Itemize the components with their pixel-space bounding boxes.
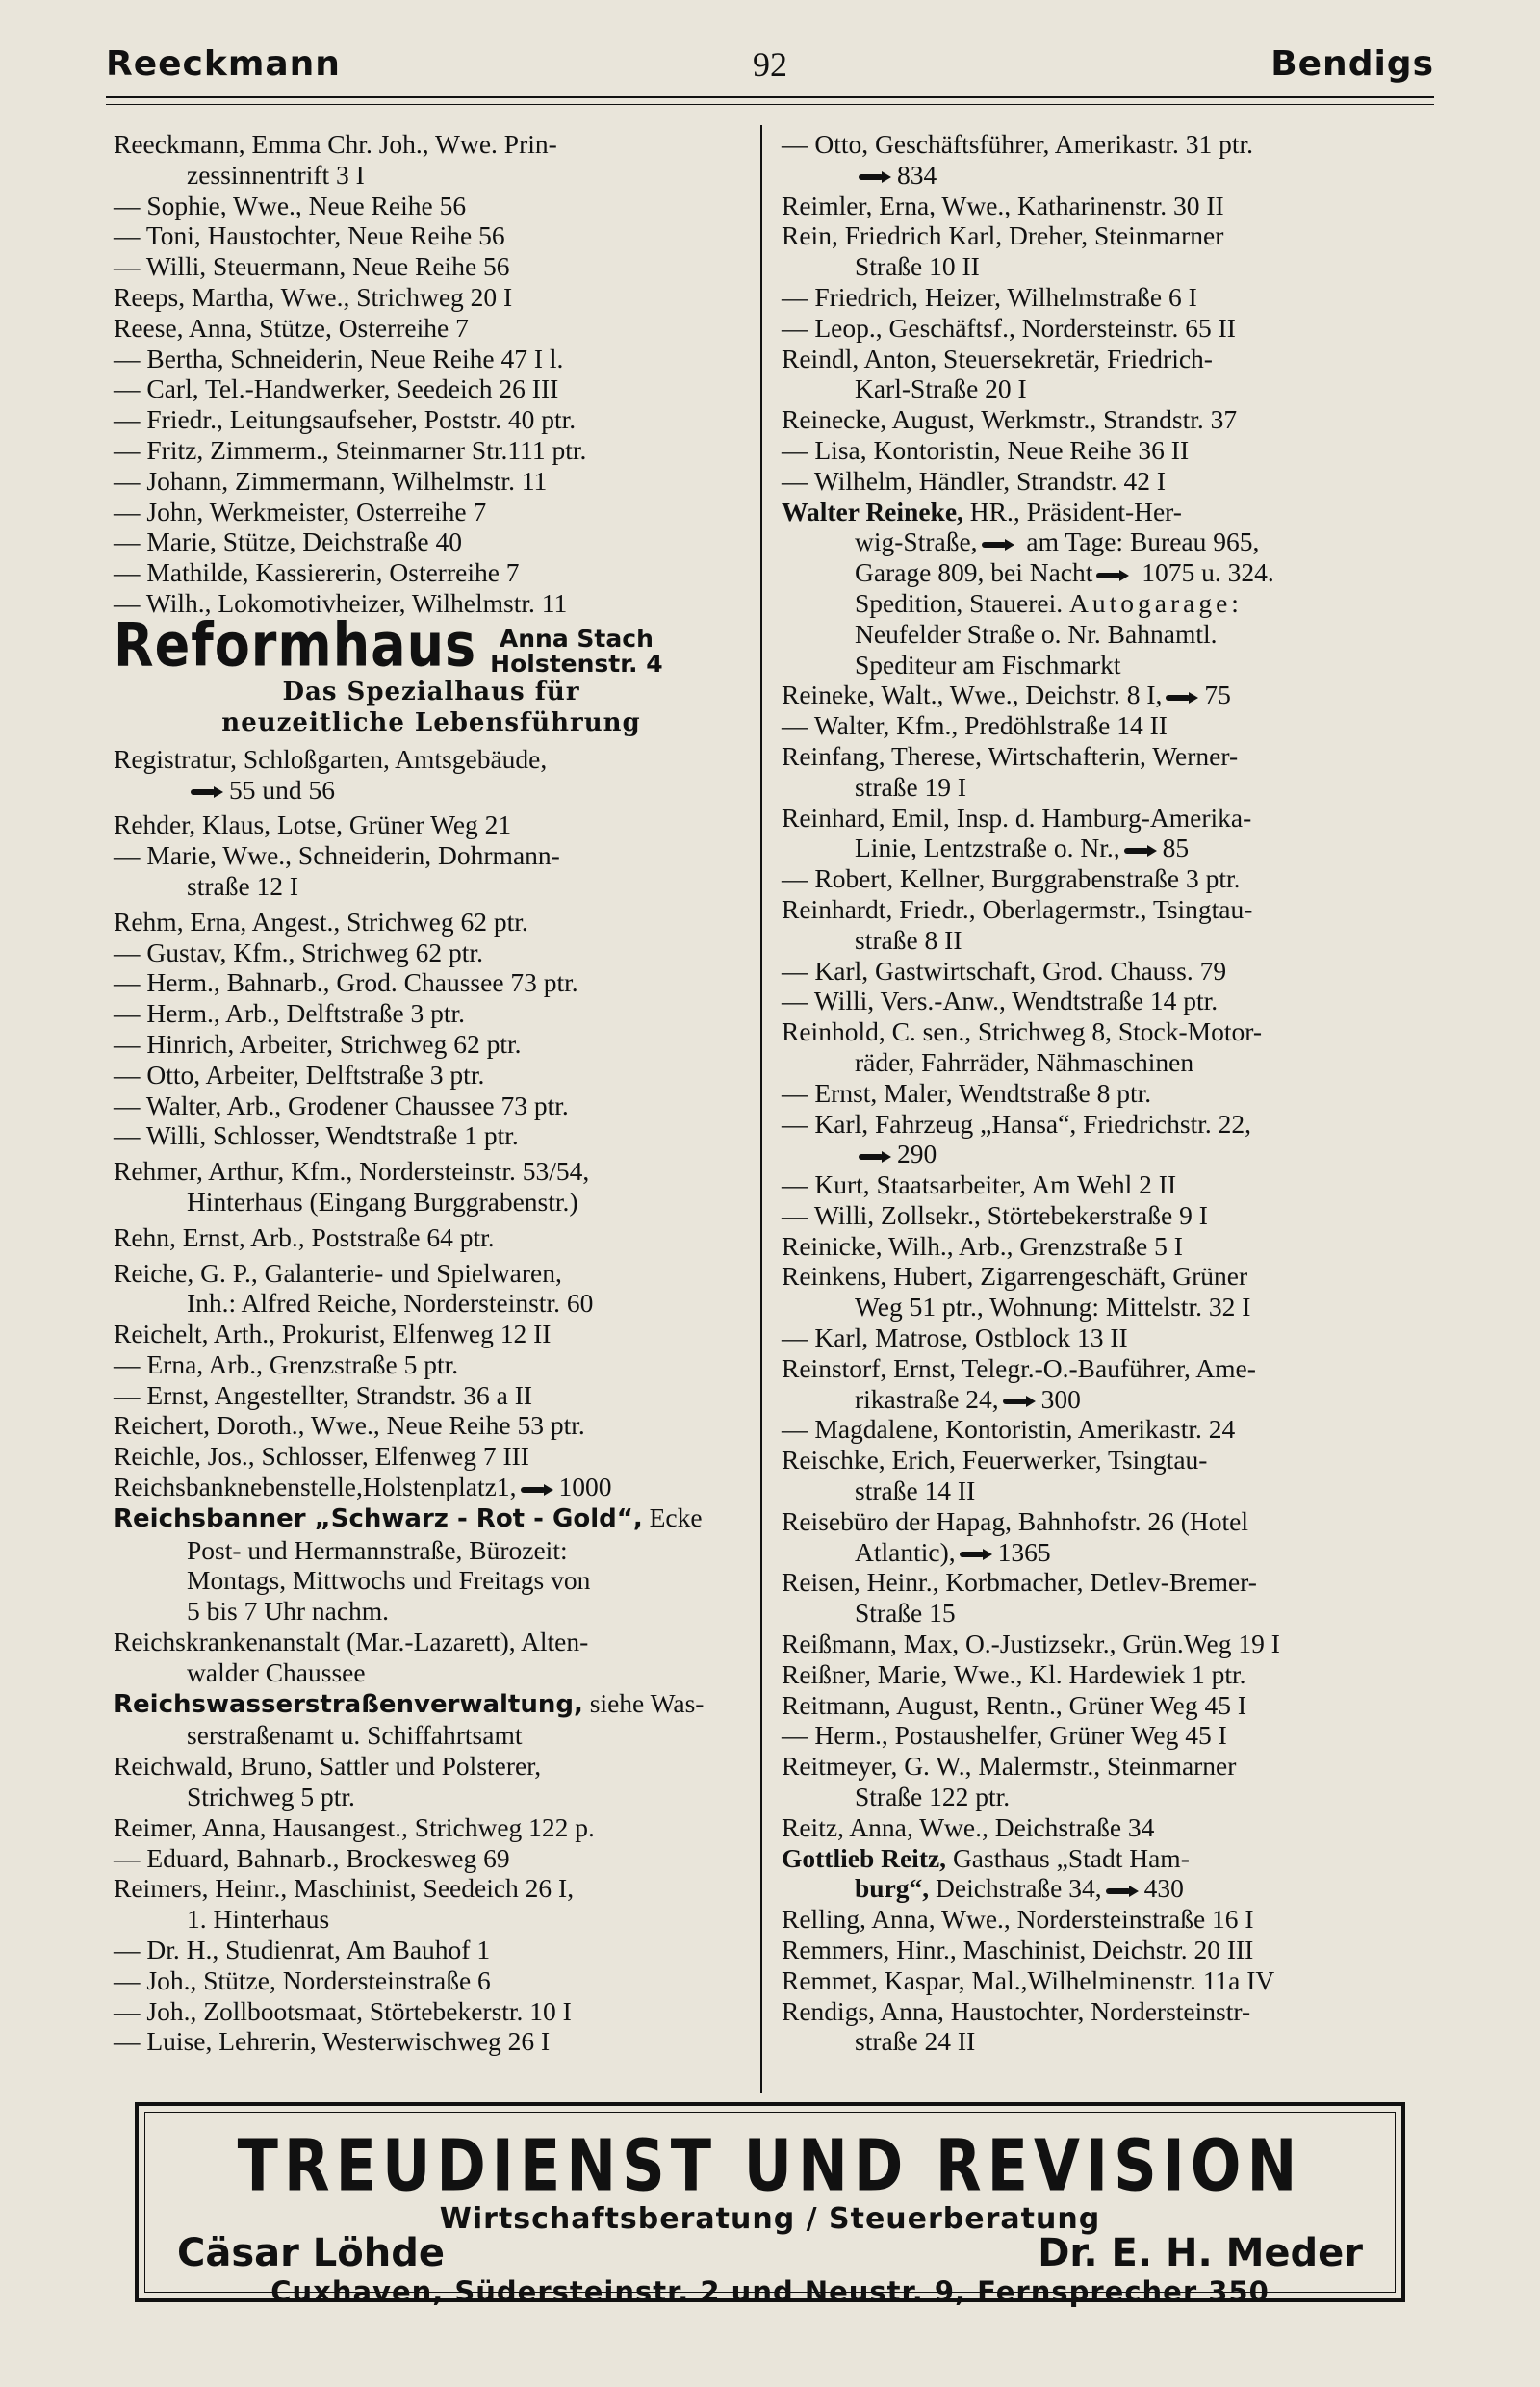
entry-text: Reichwald, Bruno, Sattler und Polsterer,: [114, 1751, 542, 1782]
phone-number: 75: [1204, 680, 1231, 710]
page-header: [106, 38, 1434, 92]
directory-entry: [114, 2026, 749, 2057]
phone-number: 55 und 56: [229, 774, 335, 805]
directory-entry: [114, 1156, 749, 1187]
directory-entry: [782, 1996, 1431, 2027]
entry-text: — Johann, Zimmermann, Wilhelmstr. 11: [114, 465, 548, 496]
entry-text: — Gustav, Kfm., Strichweg 62 ptr.: [114, 937, 483, 967]
entry-text: Reinkens, Hubert, Zigarrengeschäft, Grüner: [782, 1261, 1248, 1292]
directory-entry: [114, 1288, 749, 1319]
entry-text: räder, Fahrräder, Nähmaschinen: [855, 1046, 1194, 1077]
entry-text: straße 24 II: [855, 2026, 976, 2057]
telephone-icon: [859, 1151, 891, 1163]
directory-entry: [114, 1904, 749, 1935]
entry-text: — Wilh., Lokomotivheizer, Wilhelmstr. 11: [114, 587, 568, 618]
reformhaus-ad: [114, 609, 749, 738]
directory-entry: [114, 497, 749, 527]
directory-entry: [782, 251, 1431, 282]
directory-entry: [114, 1319, 749, 1349]
entry-text: Reineke, Walt., Wwe., Deichstr. 8 I,: [782, 680, 1163, 710]
directory-entry: [782, 1629, 1431, 1659]
directory-entry: [114, 1222, 749, 1253]
entry-text: 1075 u. 324.: [1135, 557, 1274, 588]
entry-text: Rehm, Erna, Angest., Strichweg 62 ptr.: [114, 906, 528, 937]
entry-text: Rehmer, Arthur, Kfm., Nordersteinstr. 53/54,: [114, 1156, 590, 1187]
directory-entry: [782, 129, 1431, 160]
directory-entry: [782, 344, 1431, 374]
directory-entry: [782, 1353, 1431, 1384]
entry-text: — Toni, Haustochter, Neue Reihe 56: [114, 220, 505, 251]
entry-text: walder Chaussee: [187, 1656, 366, 1687]
entry-text: — Herm., Bahnarb., Grod. Chaussee 73 ptr.: [114, 967, 578, 998]
directory-entry: [782, 925, 1431, 956]
telephone-icon: [982, 539, 1014, 551]
entry-text: Reese, Anna, Stütze, Osterreihe 7: [114, 312, 469, 343]
directory-entry: [114, 1688, 749, 1721]
directory-entry: [114, 1091, 749, 1121]
directory-entry: [782, 466, 1431, 497]
directory-entry: [114, 220, 749, 251]
directory-entry: [114, 775, 749, 806]
entry-name-bold: Walter Reineke,: [782, 496, 963, 526]
left-column: [114, 129, 749, 2057]
directory-entry: [114, 1965, 749, 1996]
directory-entry: [114, 1029, 749, 1060]
directory-entry: [114, 251, 749, 282]
directory-entry: [782, 1445, 1431, 1476]
entry-text: Montags, Mittwochs und Freitags von: [187, 1565, 591, 1596]
header-left-keyword: Reeckmann: [106, 44, 341, 84]
directory-entry: [114, 282, 749, 313]
entry-text: straße 12 I: [187, 870, 299, 901]
entry-text: Reeps, Martha, Wwe., Strichweg 20 I: [114, 281, 513, 312]
entry-text: — Otto, Geschäftsführer, Amerikastr. 31 ptr.: [782, 129, 1253, 159]
entry-text: serstraßenamt u. Schiffahrtsamt: [187, 1720, 523, 1751]
entry-text: Relling, Anna, Wwe., Nordersteinstraße 16 I: [782, 1904, 1254, 1935]
entry-text: Karl-Straße 20 I: [855, 373, 1027, 404]
directory-entry: [782, 741, 1431, 772]
directory-entry: [782, 1200, 1431, 1231]
entry-text: Reichle, Jos., Schlosser, Elfenweg 7 III: [114, 1441, 529, 1472]
entry-text: Spediteur am Fischmarkt: [855, 649, 1121, 680]
directory-entry: [782, 1414, 1431, 1445]
directory-entry: [782, 986, 1431, 1016]
entry-text: Reichelt, Arth., Prokurist, Elfenweg 12 II: [114, 1319, 552, 1349]
telephone-icon: [960, 1549, 992, 1560]
directory-entry: [114, 344, 749, 374]
directory-entry: [782, 1139, 1431, 1169]
entry-text: Reinicke, Wilh., Arb., Grenzstraße 5 I: [782, 1230, 1183, 1261]
directory-entry: [114, 1782, 749, 1812]
entry-text: Weg 51 ptr., Wohnung: Mittelstr. 32 I: [855, 1292, 1251, 1322]
entry-text: — Karl, Gastwirtschaft, Grod. Chauss. 79: [782, 955, 1227, 986]
telephone-icon: [521, 1484, 553, 1496]
entry-text: Reischke, Erich, Feuerwerker, Tsingtau-: [782, 1445, 1208, 1476]
ad-address: Cuxhaven, Südersteinstr. 2 und Neustr. 9, Fernsprecher 350: [270, 2275, 1270, 2308]
entry-text: — Leop., Geschäftsf., Nordersteinstr. 65 II: [782, 312, 1236, 343]
entry-text: Neufelder Straße o. Nr. Bahnamtl.: [855, 618, 1218, 649]
entry-text: Reimler, Erna, Wwe., Katharinenstr. 30 II: [782, 190, 1224, 220]
directory-entry: [782, 526, 1431, 557]
entry-text: Atlantic),: [855, 1536, 956, 1567]
entry-text: Reinfang, Therese, Wirtschafterin, Werner-: [782, 740, 1239, 771]
ad-subtitle: Wirtschaftsberatung / Steuerberatung: [439, 2202, 1101, 2236]
directory-entry: [782, 710, 1431, 741]
directory-entry: [782, 2026, 1431, 2057]
directory-entry: [782, 863, 1431, 894]
entry-text: — Herm., Postaushelfer, Grüner Weg 45 I: [782, 1720, 1227, 1751]
phone-number: 300: [1040, 1383, 1081, 1414]
directory-entry: [782, 1598, 1431, 1629]
entry-text: Linie, Lentzstraße o. Nr.,: [855, 833, 1120, 863]
directory-entry: [782, 1935, 1431, 1965]
entry-text: — Erna, Arb., Grenzstraße 5 ptr.: [114, 1348, 459, 1379]
entry-name-bold: Reichsbanner „Schwarz - Rot - Gold“,: [114, 1503, 643, 1533]
entry-text: am Tage: Bureau 965,: [1019, 526, 1260, 557]
directory-entry: [114, 744, 749, 775]
entry-text: — Willi, Zollsekr., Störtebekerstraße 9 I: [782, 1199, 1208, 1230]
directory-entry: [114, 1187, 749, 1218]
reformhaus-name: Reformhaus: [114, 609, 477, 680]
directory-entry: [114, 1935, 749, 1965]
directory-entry: [114, 1120, 749, 1151]
directory-entry: [114, 1060, 749, 1091]
header-right-keyword: Bendigs: [1270, 44, 1434, 84]
entry-text: Reisebüro der Hapag, Bahnhofstr. 26 (Hotel: [782, 1505, 1248, 1536]
treudienst-ad: [135, 2102, 1405, 2308]
entry-text: Reichert, Doroth., Wwe., Neue Reihe 53 ptr.: [114, 1410, 585, 1441]
entry-text: — Ernst, Angestellter, Strandstr. 36 a II: [114, 1379, 533, 1410]
directory-entry: [782, 1567, 1431, 1598]
directory-entry: [782, 772, 1431, 803]
directory-entry: [782, 1047, 1431, 1078]
directory-entry: [114, 1349, 749, 1380]
directory-entry: [782, 1016, 1431, 1047]
entry-text: Reichskrankenanstalt (Mar.-Lazarett), Alten-: [114, 1627, 589, 1657]
entry-name-bold: Reichswasserstraßenverwaltung,: [114, 1689, 583, 1719]
entry-text: siehe Was-: [582, 1687, 705, 1718]
directory-entry: [114, 1380, 749, 1411]
entry-text: Reindl, Anton, Steuersekretär, Friedrich-: [782, 343, 1213, 373]
directory-entry: [782, 1720, 1431, 1751]
directory-entry: [782, 404, 1431, 435]
entry-text: — Wilhelm, Händler, Strandstr. 42 I: [782, 465, 1167, 496]
directory-entry: [114, 373, 749, 404]
phone-number: 430: [1143, 1873, 1184, 1904]
entry-text: straße 8 II: [855, 924, 962, 955]
entry-text: — Bertha, Schneiderin, Neue Reihe 47 I l.: [114, 343, 564, 373]
entry-name-bold: Gottlieb Reitz,: [782, 1842, 947, 1873]
entry-text: — Walter, Kfm., Predöhlstraße 14 II: [782, 710, 1168, 741]
telephone-icon: [1106, 1886, 1139, 1897]
entry-text: Rehder, Klaus, Lotse, Grüner Weg 21: [114, 809, 512, 840]
directory-entry: [782, 1751, 1431, 1782]
directory-entry: [782, 1292, 1431, 1322]
reformhaus-tagline-1: Das Spezialhaus für: [282, 677, 580, 706]
entry-text: — Herm., Arb., Delftstraße 3 ptr.: [114, 998, 466, 1029]
entry-text: Reinstorf, Ernst, Telegr.-O.-Bauführer, Ame-: [782, 1352, 1256, 1383]
entry-text: Reißner, Marie, Wwe., Kl. Hardewiek 1 ptr.: [782, 1658, 1246, 1689]
directory-entry: [782, 1782, 1431, 1812]
directory-entry: [114, 1720, 749, 1751]
telephone-icon: [1096, 570, 1129, 581]
directory-entry: [782, 650, 1431, 680]
entry-text: Spedition, Stauerei.: [855, 587, 1070, 618]
entry-text: Reimers, Heinr., Maschinist, Seedeich 26 I,: [114, 1873, 575, 1904]
entry-text: — Marie, Stütze, Deichstraße 40: [114, 526, 462, 557]
entry-text: — Friedr., Leitungsaufseher, Poststr. 40 ptr.: [114, 404, 577, 435]
ad-name-right: Dr. E. H. Meder: [1038, 2231, 1363, 2275]
entry-text: Straße 10 II: [855, 251, 980, 282]
phone-number: 1000: [558, 1472, 612, 1502]
reformhaus-address: Holstenstr. 4: [490, 649, 663, 678]
entry-text: — Carl, Tel.-Handwerker, Seedeich 26 III: [114, 373, 559, 404]
telephone-icon: [859, 171, 891, 183]
reformhaus-tagline-2: neuzeitliche Lebensführung: [221, 707, 641, 737]
entry-text: — Karl, Matrose, Ostblock 13 II: [782, 1322, 1128, 1353]
entry-text: Garage 809, bei Nacht: [855, 557, 1093, 588]
telephone-icon: [1003, 1396, 1036, 1407]
entry-text: 5 bis 7 Uhr nachm.: [187, 1596, 390, 1627]
entry-text: — Friedrich, Heizer, Wilhelmstraße 6 I: [782, 281, 1197, 312]
directory-entry: [782, 1843, 1431, 1874]
directory-entry: [782, 680, 1431, 710]
header-rule-thin: [106, 104, 1434, 105]
entry-text: Inh.: Alfred Reiche, Nordersteinstr. 60: [187, 1288, 594, 1319]
directory-entry: [782, 803, 1431, 834]
entry-text: Reiche, G. P., Galanterie- und Spielwaren,: [114, 1257, 562, 1288]
entry-text: Reinhold, C. sen., Strichweg 8, Stock-Motor-: [782, 1016, 1262, 1047]
entry-text: Hinterhaus (Eingang Burggrabenstr.): [187, 1186, 578, 1217]
directory-entry: [782, 1078, 1431, 1109]
directory-entry: [114, 840, 749, 871]
entry-text: — Hinrich, Arbeiter, Strichweg 62 ptr.: [114, 1028, 522, 1059]
telephone-icon: [191, 786, 223, 798]
directory-entry: [114, 1410, 749, 1441]
entry-text: Reißmann, Max, O.-Justizsekr., Grün.Weg 19 I: [782, 1629, 1280, 1659]
directory-entry: [782, 1231, 1431, 1262]
directory-entry: [782, 1537, 1431, 1568]
directory-entry: [782, 191, 1431, 221]
entry-text: Reeckmann, Emma Chr. Joh., Wwe. Prin-: [114, 129, 557, 159]
entry-text: Strichweg 5 ptr.: [187, 1782, 355, 1812]
entry-text: — Marie, Wwe., Schneiderin, Dohrmann-: [114, 840, 560, 871]
entry-text: Ecke: [642, 1502, 703, 1532]
directory-entry: [114, 160, 749, 191]
header-rule: [106, 96, 1434, 98]
entry-text: Straße 15: [855, 1598, 956, 1629]
directory-entry: [114, 1873, 749, 1904]
directory-entry: [114, 435, 749, 466]
directory-entry: [782, 313, 1431, 344]
directory-entry: [782, 1904, 1431, 1935]
directory-entry: [114, 557, 749, 588]
entry-text: Gasthaus „Stadt Ham-: [946, 1842, 1190, 1873]
directory-entry: [114, 998, 749, 1029]
entry-text: — Otto, Arbeiter, Delftstraße 3 ptr.: [114, 1059, 485, 1090]
entry-text: — Eduard, Bahnarb., Brockesweg 69: [114, 1842, 510, 1873]
entry-name-bold: burg“,: [855, 1873, 930, 1904]
entry-text: — Ernst, Maler, Wendtstraße 8 ptr.: [782, 1077, 1152, 1108]
directory-entry: [782, 833, 1431, 863]
directory-entry: [114, 1258, 749, 1289]
directory-entry: [114, 871, 749, 902]
entry-text: — Willi, Steuermann, Neue Reihe 56: [114, 251, 510, 282]
directory-entry: [114, 1657, 749, 1688]
phone-number: 1365: [997, 1536, 1051, 1567]
entry-text: HR., Präsident-Her-: [962, 496, 1182, 526]
entry-text: Rendigs, Anna, Haustochter, Nordersteinstr-: [782, 1995, 1251, 2026]
directory-entry: [782, 282, 1431, 313]
directory-entry: [114, 1996, 749, 2027]
directory-entry: [782, 497, 1431, 527]
directory-entry: [114, 907, 749, 937]
entry-text: — Kurt, Staatsarbeiter, Am Wehl 2 II: [782, 1169, 1177, 1200]
entry-text: Reitmeyer, G. W., Malermstr., Steinmarner: [782, 1751, 1237, 1782]
right-column: [782, 129, 1431, 2057]
directory-entry: [782, 373, 1431, 404]
left-entries-a: [114, 129, 749, 619]
entry-text: — Karl, Fahrzeug „Hansa“, Friedrichstr. 22,: [782, 1108, 1251, 1139]
entry-text: Registratur, Schloßgarten, Amtsgebäude,: [114, 743, 548, 774]
directory-entry: [782, 1476, 1431, 1506]
entry-text: — Fritz, Zimmerm., Steinmarner Str.111 ptr.: [114, 434, 587, 465]
directory-entry: [114, 1472, 749, 1502]
directory-entry: [782, 1261, 1431, 1292]
directory-entry: [114, 1535, 749, 1566]
entry-text: Reichsbanknebenstelle,Holstenplatz1,: [114, 1472, 517, 1502]
entry-text: Reitz, Anna, Wwe., Deichstraße 34: [782, 1811, 1155, 1842]
directory-entry: [114, 1596, 749, 1627]
phone-number: 834: [897, 159, 937, 190]
directory-entry: [114, 526, 749, 557]
entry-text: — Luise, Lehrerin, Westerwischweg 26 I: [114, 2026, 551, 2057]
directory-entry: [114, 191, 749, 221]
entry-text: — John, Werkmeister, Osterreihe 7: [114, 496, 487, 526]
entry-text: Straße 122 ptr.: [855, 1782, 1011, 1812]
entry-text: Reisen, Heinr., Korbmacher, Detlev-Bremer-: [782, 1567, 1257, 1598]
entry-text: wig-Straße,: [855, 526, 978, 557]
directory-entry: [782, 588, 1431, 619]
directory-entry: [782, 1812, 1431, 1843]
entry-text: Reinhardt, Friedr., Oberlagermstr., Tsingtau-: [782, 893, 1253, 924]
directory-entry: [114, 809, 749, 840]
directory-entry: [114, 1812, 749, 1843]
directory-entry: [114, 1751, 749, 1782]
entry-text: straße 19 I: [855, 771, 967, 802]
entry-text: — Sophie, Wwe., Neue Reihe 56: [114, 190, 467, 220]
directory-entry: [114, 404, 749, 435]
entry-text: Rein, Friedrich Karl, Dreher, Steinmarner: [782, 220, 1224, 251]
directory-entry: [114, 1627, 749, 1657]
ad-name-left: Cäsar Löhde: [177, 2231, 446, 2275]
entry-text-spaced: Autogarage:: [1069, 587, 1243, 618]
column-divider: [760, 125, 762, 2093]
directory-entry: [114, 967, 749, 998]
directory-entry: [782, 1659, 1431, 1690]
directory-entry: [782, 1109, 1431, 1140]
entry-text: — Walter, Arb., Grodener Chaussee 73 ptr.: [114, 1090, 569, 1120]
directory-entry: [114, 313, 749, 344]
directory-entry: [114, 1843, 749, 1874]
entry-text: — Mathilde, Kassiererin, Osterreihe 7: [114, 557, 520, 588]
directory-entry: [782, 1384, 1431, 1415]
directory-entry: [782, 557, 1431, 588]
entry-text: Remmet, Kaspar, Mal.,Wilhelminenstr. 11a IV: [782, 1964, 1275, 1995]
directory-entry: [782, 1169, 1431, 1200]
directory-entry: [782, 1690, 1431, 1721]
directory-entry: [782, 220, 1431, 251]
entry-text: — Magdalene, Kontoristin, Amerikastr. 24: [782, 1414, 1236, 1445]
entry-text: Reimer, Anna, Hausangest., Strichweg 122 p.: [114, 1811, 595, 1842]
entry-text: Deichstraße 34,: [929, 1873, 1102, 1904]
entry-text: — Robert, Kellner, Burggrabenstraße 3 ptr.: [782, 863, 1241, 894]
directory-entry: [782, 1322, 1431, 1353]
entry-text: — Joh., Zollbootsmaat, Störtebekerstr. 10 I: [114, 1995, 572, 2026]
phone-number: 85: [1162, 833, 1190, 863]
left-entries-b: [114, 744, 749, 2057]
entry-text: Reinhard, Emil, Insp. d. Hamburg-Amerika-: [782, 802, 1252, 833]
telephone-icon: [1166, 692, 1198, 704]
directory-entry: [114, 129, 749, 160]
directory-entry: [114, 1565, 749, 1596]
entry-text: — Joh., Stütze, Nordersteinstraße 6: [114, 1964, 491, 1995]
entry-text: straße 14 II: [855, 1476, 976, 1506]
entry-text: — Lisa, Kontoristin, Neue Reihe 36 II: [782, 434, 1190, 465]
phone-number: 290: [897, 1139, 937, 1169]
entry-text: Reitmann, August, Rentn., Grüner Weg 45 I: [782, 1689, 1247, 1720]
right-entries: [782, 129, 1431, 2057]
entry-text: — Dr. H., Studienrat, Am Bauhof 1: [114, 1935, 491, 1965]
directory-entry: [114, 937, 749, 968]
entry-text: — Willi, Schlosser, Wendtstraße 1 ptr.: [114, 1120, 519, 1151]
directory-entry: [782, 619, 1431, 650]
directory-entry: [782, 1965, 1431, 1996]
reformhaus-owner: Anna Stach: [499, 624, 654, 653]
directory-entry: [782, 1506, 1431, 1537]
directory-entry: [782, 160, 1431, 191]
directory-entry: [114, 1441, 749, 1472]
directory-entry: [782, 1873, 1431, 1904]
directory-entry: [782, 435, 1431, 466]
directory-entry: [782, 894, 1431, 925]
entry-text: Reinecke, August, Werkmstr., Strandstr. 37: [782, 404, 1238, 435]
page-number: 92: [753, 45, 787, 84]
entry-text: zessinnentrift 3 I: [187, 159, 365, 190]
entry-text: Rehn, Ernst, Arb., Poststraße 64 ptr.: [114, 1221, 495, 1252]
entry-text: Remmers, Hinr., Maschinist, Deichstr. 20 III: [782, 1935, 1254, 1965]
entry-text: rikastraße 24,: [855, 1383, 999, 1414]
directory-entry: [782, 956, 1431, 987]
telephone-icon: [1124, 845, 1157, 857]
ad-title: TREUDIENST UND REVISION: [237, 2123, 1303, 2208]
entry-text: 1. Hinterhaus: [187, 1904, 330, 1935]
entry-text: Post- und Hermannstraße, Bürozeit:: [187, 1534, 568, 1565]
directory-entry: [114, 466, 749, 497]
entry-text: — Willi, Vers.-Anw., Wendtstraße 14 ptr.: [782, 986, 1219, 1016]
directory-entry: [114, 1502, 749, 1535]
